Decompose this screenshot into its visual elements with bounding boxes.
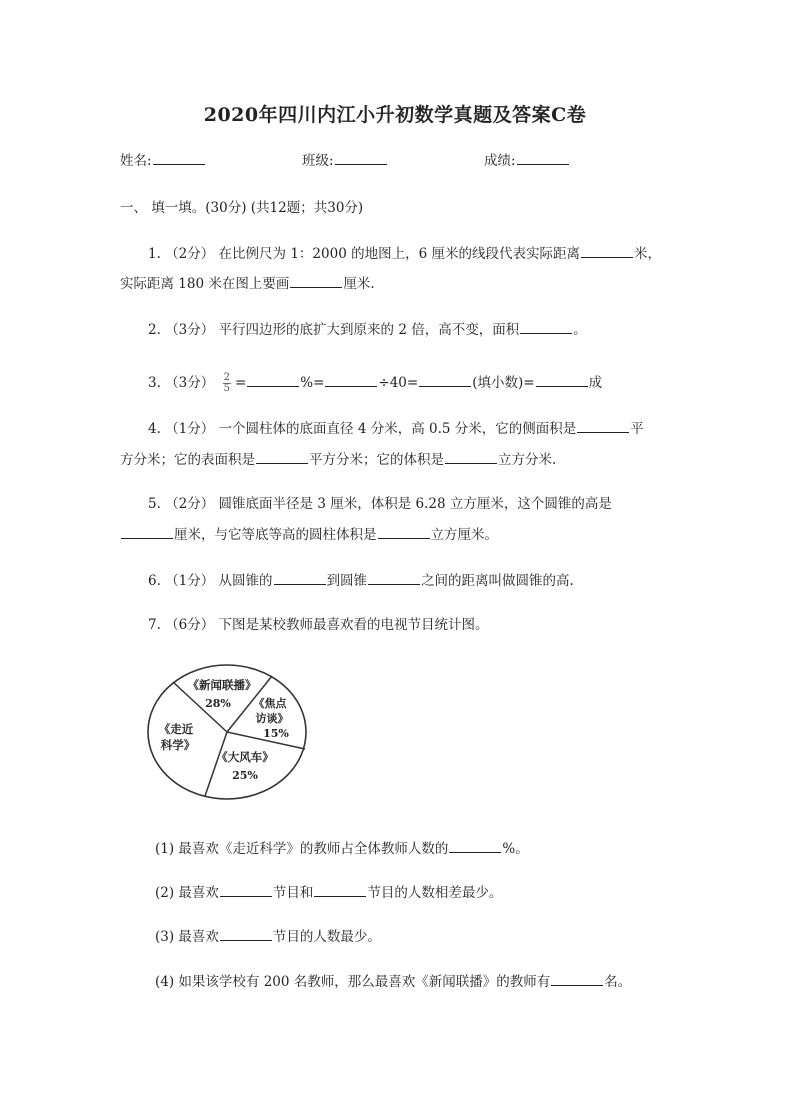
q7-sub3-blank[interactable] [220, 926, 272, 941]
name-label: 姓名: [120, 153, 152, 169]
q7-sub-2 [155, 882, 502, 903]
question-5-line2 [120, 524, 498, 545]
score-blank[interactable] [517, 150, 569, 165]
q7-sub4-blank[interactable] [551, 971, 603, 986]
q4-line2-b: 平方分米；它的体积是 [309, 452, 444, 468]
q3-eq3: ÷40= [378, 375, 419, 391]
name-blank[interactable] [153, 150, 205, 165]
q4-blank-3[interactable] [445, 449, 497, 464]
q3-blank-1[interactable] [247, 372, 299, 387]
q2-text: 2. （3分） 平行四边形的底扩大到原来的 2 倍，高不变，面积 [148, 322, 520, 338]
q7-sub2-mid: 节目和 [272, 885, 314, 901]
q4-text: 4. （1分） 一个圆柱体的底面直径 4 分米，高 0.5 分米，它的侧面积是 [148, 421, 577, 437]
section-heading: 一、 填一填。(30分) (共12题；共30分) [120, 200, 364, 216]
q3-eq1: = [234, 375, 247, 391]
question-1-line1 [148, 243, 661, 264]
q7-sub1-text: (1) 最喜欢《走近科学》的教师占全体教师人数的 [155, 841, 449, 857]
q3-fraction [223, 373, 231, 394]
q7-sub3-suffix: 节目的人数最少。 [272, 929, 381, 945]
score-field [484, 150, 570, 171]
q7-sub2-text: (2) 最喜欢 [155, 885, 219, 901]
class-field [302, 150, 388, 171]
q1-text: 1. （2分） 在比例尺为 1：2000 的地图上，6 厘米的线段代表实际距离 [148, 246, 580, 262]
question-1-line2 [120, 273, 375, 294]
q3-blank-3[interactable] [419, 372, 471, 387]
question-2 [148, 319, 587, 340]
slice-dafengche-label: 《大风车》 [216, 750, 274, 764]
q1-suffix: 米， [633, 246, 661, 262]
q2-suffix: 。 [573, 322, 587, 338]
slice-jiaodian-label-2: 访谈》 [255, 712, 289, 725]
q3-eq4: (填小数)= [472, 375, 535, 391]
q4-blank-1[interactable] [577, 418, 629, 433]
q7-sub-1 [155, 838, 529, 859]
q4-blank-2[interactable] [256, 449, 308, 464]
q6-blank-2[interactable] [368, 570, 420, 585]
question-5-line1: 5. （2分） 圆锥底面半径是 3 厘米，体积是 6.28 立方厘米，这个圆锥的高是 [148, 496, 612, 512]
q3-frac-num: 2 [223, 372, 230, 383]
q7-sub2-suffix: 节目的人数相差最少。 [367, 885, 503, 901]
slice-zoujin-label-2: 科学》 [160, 738, 196, 752]
q5-line2-b: 立方厘米。 [430, 527, 498, 543]
q6-mid: 到圆锥 [326, 573, 368, 589]
q5-blank-1[interactable] [121, 524, 173, 539]
q4-suffix: 平 [630, 421, 644, 437]
slice-xinwen-value: 28% [205, 697, 231, 710]
q2-blank[interactable] [520, 319, 572, 334]
q5-line2-a: 厘米，与它等底等高的圆柱体积是 [174, 527, 377, 543]
q1-blank-1[interactable] [581, 243, 633, 258]
q3-eq2: %= [300, 375, 325, 391]
q7-sub2-blank-1[interactable] [220, 882, 272, 897]
name-field [120, 150, 206, 171]
page-title: 2020年四川内江小升初数学真题及答案C卷 [203, 104, 587, 126]
q6-blank-1[interactable] [274, 570, 326, 585]
score-label: 成绩: [484, 153, 516, 169]
q1-line2-text: 实际距离 180 米在图上要画 [120, 276, 290, 292]
q5-blank-2[interactable] [378, 524, 430, 539]
q1-line2-suffix: 厘米. [343, 276, 375, 292]
q6-text: 6. （1分） 从圆锥的 [148, 573, 273, 589]
q1-blank-2[interactable] [290, 273, 342, 288]
q7-sub-3 [155, 926, 381, 947]
pie-chart-svg [146, 663, 308, 801]
slice-jiaodian-label-1: 《焦点 [253, 697, 287, 710]
q3-frac-den: 5 [223, 383, 230, 394]
question-4-line1 [148, 418, 644, 439]
question-3 [148, 372, 602, 394]
slice-zoujin-label-1: 《走近 [158, 722, 194, 736]
q7-sub4-text: (4) 如果该学校有 200 名教师，那么最喜欢《新闻联播》的教师有 [155, 974, 551, 990]
question-4-line2 [120, 449, 556, 470]
class-blank[interactable] [335, 150, 387, 165]
pie-chart [146, 663, 308, 801]
q7-sub1-blank[interactable] [449, 838, 501, 853]
q7-sub2-blank-2[interactable] [314, 882, 366, 897]
class-label: 班级: [302, 153, 334, 169]
q3-blank-2[interactable] [325, 372, 377, 387]
q3-blank-4[interactable] [536, 372, 588, 387]
q7-sub-4 [155, 971, 631, 992]
question-6 [148, 570, 574, 591]
q4-line2-a: 方分米；它的表面积是 [120, 452, 255, 468]
q4-line2-c: 立方分米. [498, 452, 557, 468]
question-7: 7. （6分） 下图是某校教师最喜欢看的电视节目统计图。 [148, 617, 489, 633]
q7-sub1-suffix: %。 [502, 841, 529, 857]
q7-sub4-suffix: 名。 [604, 974, 632, 990]
q3-eq5: 成 [588, 375, 603, 391]
slice-jiaodian-value: 15% [263, 727, 289, 740]
slice-xinwen-label: 《新闻联播》 [187, 678, 257, 692]
slice-dafengche-value: 25% [232, 769, 258, 782]
q7-sub3-text: (3) 最喜欢 [155, 929, 219, 945]
q3-prefix: 3. （3分） [148, 375, 215, 391]
q6-suffix: 之间的距离叫做圆锥的高. [421, 573, 574, 589]
